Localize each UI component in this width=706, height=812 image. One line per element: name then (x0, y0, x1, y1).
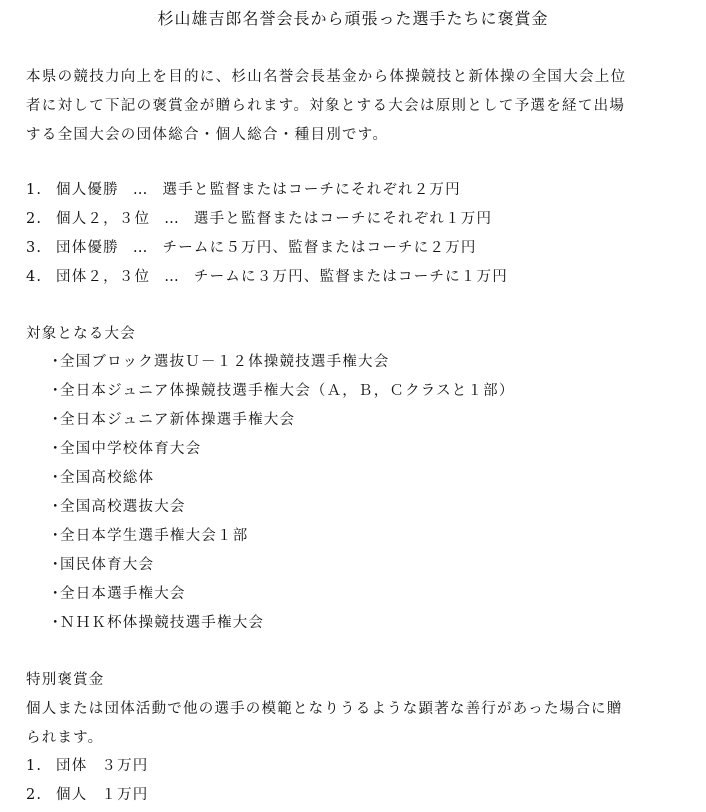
event-item (48, 551, 515, 580)
award-separator: … (132, 182, 149, 198)
special-award-amount: ３万円 (101, 758, 149, 774)
special-award-list (26, 752, 149, 810)
event-name: ＮＨＫ杯体操競技選手権大会 (60, 615, 265, 631)
event-list (48, 348, 515, 638)
special-award-item (26, 752, 149, 781)
special-award-label: 団体 (56, 758, 88, 774)
event-item (48, 406, 515, 435)
event-name: 国民体育大会 (60, 557, 155, 573)
special-award-amount: １万円 (101, 787, 149, 803)
award-label: 団体２，３位 (56, 269, 151, 285)
event-name: 全日本学生選手権大会１部 (60, 528, 249, 544)
intro-paragraph (26, 63, 696, 150)
special-award-heading: 特別褒賞金 (26, 672, 105, 688)
special-award-label: 個人 (56, 787, 88, 803)
award-label: 個人優勝 (56, 182, 119, 198)
award-list (26, 176, 508, 292)
bullet: ・ (48, 383, 64, 399)
event-item (48, 464, 515, 493)
event-item (48, 580, 515, 609)
event-name: 全日本ジュニア体操競技選手権大会（Ａ，Ｂ，Ｃクラスと１部） (60, 383, 515, 399)
award-item (26, 205, 508, 234)
special-award-item (26, 781, 149, 810)
event-item (48, 493, 515, 522)
bullet: ・ (48, 557, 64, 573)
award-detail: 選手と監督またはコーチにそれぞれ１万円 (193, 211, 493, 227)
event-item (48, 348, 515, 377)
event-item (48, 377, 515, 406)
bullet: ・ (48, 354, 64, 370)
award-item (26, 176, 508, 205)
award-separator: … (132, 240, 149, 256)
special-award-text (26, 695, 696, 753)
award-separator: … (164, 269, 180, 285)
award-label: 個人２，３位 (56, 211, 151, 227)
award-number: 2. (26, 211, 43, 227)
event-item (48, 609, 515, 638)
bullet: ・ (48, 586, 64, 602)
award-label: 団体優勝 (56, 240, 119, 256)
award-number: 4. (26, 269, 43, 285)
event-name: 全国中学校体育大会 (60, 441, 202, 457)
special-award-line: られます。 (26, 730, 104, 746)
award-separator: … (164, 211, 180, 227)
intro-line: する全国大会の団体総合・個人総合・種目別です。 (26, 127, 389, 143)
event-item (48, 435, 515, 464)
award-number: 1. (26, 182, 43, 198)
bullet: ・ (48, 470, 64, 486)
award-detail: チームに３万円、監督またはコーチに１万円 (193, 269, 508, 285)
award-item (26, 234, 508, 263)
intro-line: 者に対して下記の褒賞金が贈られます。対象とする大会は原則として予選を経て出場 (26, 98, 626, 114)
bullet: ・ (48, 441, 64, 457)
award-detail: チームに５万円、監督またはコーチに２万円 (162, 240, 477, 256)
award-number: 3. (26, 240, 43, 256)
event-name: 全国ブロック選抜Ｕ－１２体操競技選手権大会 (60, 354, 390, 370)
bullet: ・ (48, 528, 64, 544)
bullet: ・ (48, 412, 64, 428)
award-item (26, 263, 508, 292)
special-award-number: 1. (26, 758, 43, 774)
bullet: ・ (48, 615, 64, 631)
page-title: 杉山雄吉郎名誉会長から頑張った選手たちに褒賞金 (157, 9, 549, 28)
events-heading: 対象となる大会 (26, 326, 136, 342)
award-detail: 選手と監督またはコーチにそれぞれ２万円 (162, 182, 461, 198)
event-name: 全国高校総体 (60, 470, 155, 486)
event-name: 全日本選手権大会 (60, 586, 186, 602)
intro-line: 本県の競技力向上を目的に、杉山名誉会長基金から体操競技と新体操の全国大会上位 (26, 69, 627, 85)
event-name: 全日本ジュニア新体操選手権大会 (60, 412, 296, 428)
event-item (48, 522, 515, 551)
bullet: ・ (48, 499, 64, 515)
special-award-number: 2. (26, 787, 43, 803)
special-award-line: 個人または団体活動で他の選手の模範となりうるような顕著な善行があった場合に贈 (26, 701, 623, 717)
event-name: 全国高校選抜大会 (60, 499, 186, 515)
